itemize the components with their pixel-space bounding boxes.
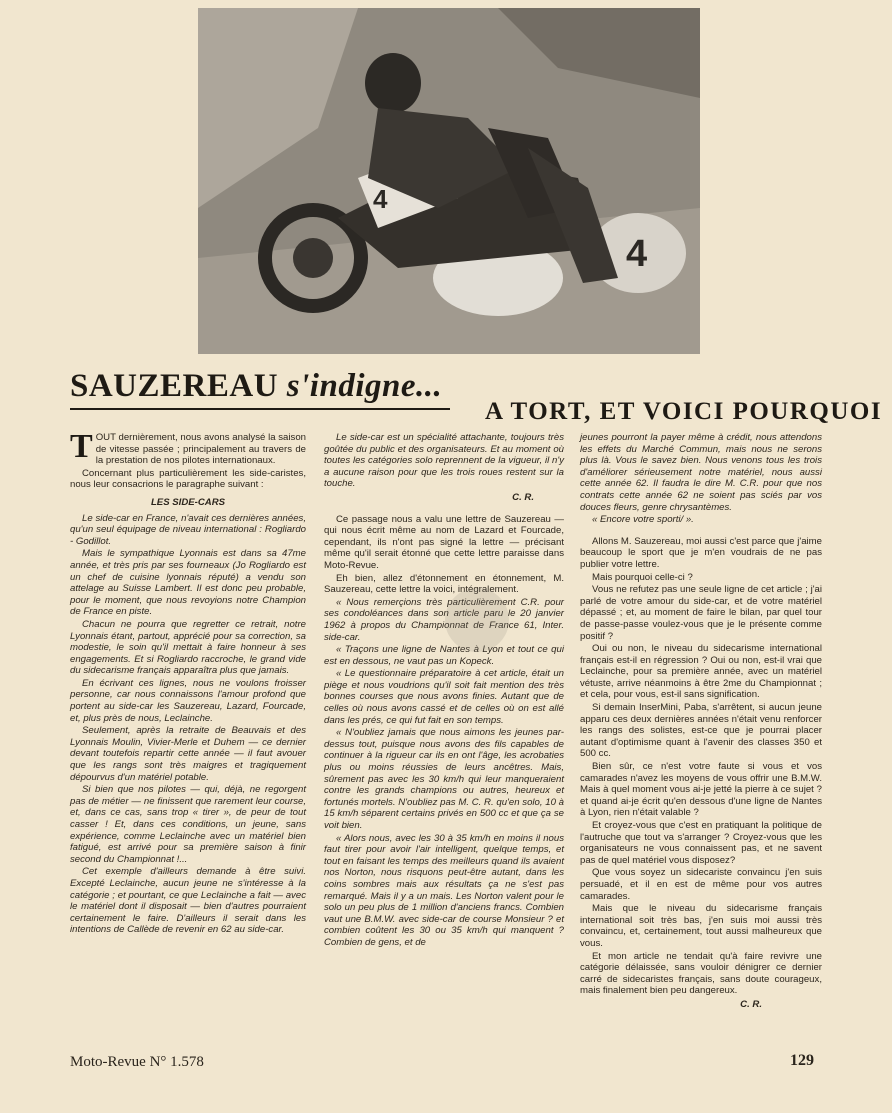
author-signature: C. R. [740, 998, 762, 1010]
reply-paragraph: Bien sûr, ce n'est votre faute si vous et vos camarades n'avez les moyens de vous offrir une B.M.W. Mais à quel moment vous ai-je jetté la pierre à ce sujet ? et quand ai-je écrit qu'en dessous d'une ligne de Nantes à Lyon, rien n'était valable ? [580, 761, 822, 819]
reply-paragraph: Et mon article ne tendait qu'à faire revivre une catégorie délaissée, sans vouloir dénigrer ce dernier carré de sidecaristes français, sans doute courageux, mais finalement bien peu dangereux. [580, 950, 822, 997]
reply-paragraph: Allons M. Sauzereau, moi aussi c'est parce que j'aime beaucoup le sport que je m'en voudrais de ne pas publier votre lettre. [580, 535, 822, 570]
body-paragraph: Ce passage nous a valu une lettre de Sauzereau — qui nous écrit même au nom de Lazard et Fourcade, cependant, ils n'ont pas signé la lettre — précisant même qu'il serait étonné que cette lettre paraisse dans Moto-Revue. [324, 513, 564, 571]
reply-paragraph: Que vous soyez un sidecariste convaincu j'en suis persuadé, et il en est de même pour vos autres camarades. [580, 867, 822, 902]
section-heading: LES SIDE-CARS [150, 496, 226, 508]
article-column-1 [70, 428, 306, 937]
letter-paragraph: « Le questionnaire préparatoire à cet article, était un piège et nous voudrions qu'il soit fait mention des très bonnes courses que nous avons finies. Autant que de celles où nous avons cassé et de celles où on est allé dans les prés, ce qui fut fait en son temps. [324, 668, 564, 726]
sidecar-race-photo [198, 8, 700, 354]
quoted-paragraph: Si bien que nos pilotes — qui, déjà, ne regorgent pas de métier — ne finissent que rarement leur course, et, dans ce cas, sans trop « tirer », de peur de tout casser ! Et, dans ces conditions, un jeune, sans expérience, comme Leclainche avec un matériel bien fatigué, est arrivé pour sa première saison à finir second du Championnat !... [70, 784, 306, 865]
letter-paragraph: « N'oubliez jamais que nous aimons les jeunes par-dessus tout, puisque nous avons des fils capables de continuer à la rigueur car ils en ont l'âge, les acrobaties plus ou moins réussies de leurs ancêtres. Mais, sûrement pas avec les 30 km/h qui leur manqueraient contre les grands champions ou autres, heureux et fortunés mortels. N'oubliez pas M. C. R. qu'en solo, 10 à 15 km/h séparent certains privés en 500 cc et que ça se voit bien. [324, 727, 564, 831]
reply-paragraph: Mais pourquoi celle-ci ? [592, 571, 693, 583]
author-signature: C. R. [512, 491, 534, 503]
quoted-paragraph: Cet exemple d'ailleurs demande à être suivi. Excepté Leclainche, aucun jeune ne s'intéresse à la catégorie ; et pourtant, ce que Leclainche a fait — avec le matériel dont il disposait — bien d'autres pourraient certainement le faire. D'ailleurs il serait dans les intentions de Callède de revenir en 62 au side-car. [70, 866, 306, 936]
article-column-2 [324, 432, 564, 950]
quoted-paragraph: Mais le sympathique Lyonnais est dans sa 47me année, et très pris par ses fourneaux (Jo Rogliardo est un chef de cuisine lyonnais réputé) a vendu son attelage au Suisse Lambert. Il est donc peu probable, pour le moment, que nous revoyions notre Champion de France en piste. [70, 548, 306, 618]
intro-paragraph: Concernant plus particulièrement les side-caristes, nous leur consacrions le paragraphe suivant : [70, 467, 306, 491]
svg-text:4: 4 [373, 184, 388, 214]
reply-paragraph: Si demain InserMini, Paba, s'arrêtent, si aucun jeune apparu ces deux dernières années n'était venu renforcer les rangs des solistes, est-ce que je pourrai placer autant d'optimisme quant à l'avenir des classes 350 et 500 cc. [580, 702, 822, 760]
letter-paragraph: jeunes pourront la payer même à crédit, nous attendons les effets du Marché Commun, mais nous ne serons plus là. Vous le savez bien. Nous venons tous les trois d'améliorer sérieusement notre matériel, nous aussi cette année 62. Il faudra le dire M. C.R. pour que nos contrats cette année 62 ne soient pas sciés par vos douces fleurs, genre chrysantèmes. [580, 432, 822, 513]
headline-verb: s'indigne... [286, 368, 443, 404]
letter-closing: « Encore votre sporti/ ». [592, 514, 694, 526]
reply-paragraph: Vous ne refutez pas une seule ligne de cet article ; j'ai parlé de votre amour du side-car, et de votre matériel dépassé ; et, au moment de faire le bilan, par quel tour de passe-passe voulez-vous que je le présente comme positif ? [580, 584, 822, 642]
subheadline: A TORT, ET VOICI POURQUOI [485, 398, 883, 425]
quoted-paragraph: Le side-car en France, n'avait ces dernières années, qu'un seul équipage de niveau international : Rogliardo - Godillot. [70, 512, 306, 547]
body-paragraph: Eh bien, allez d'étonnement en étonnement, M. Sauzereau, cette lettre la voici, intégralement. [324, 572, 564, 596]
quoted-paragraph: Chacun ne pourra que regretter ce retrait, notre Lyonnais étant, partout, apprécié pour sa correction, sa modestie, le soin qu'il mettait à faire honneur à ses engagements. Et si Rogliardo raccroche, le grand vide du sidecarisme français apparaîtra plus que jamais. [70, 618, 306, 677]
quoted-paragraph: En écrivant ces lignes, nous ne voulons froisser personne, car nous connaissons l'amour profond que portent au side-car les Sauzereau, Lazard, Fourcade, et, plus près de nous, Leclainche. [70, 677, 306, 724]
svg-text:4: 4 [626, 233, 648, 275]
quoted-paragraph: Le side-car est un spécialité attachante, toujours très goûtée du public et des organisateurs. Et au moment où toutes les catégories solo reprennent de la vigueur, il n'y a aucune raison pour que les trois roues restent sur la touche. [324, 432, 564, 490]
lead-paragraph [70, 428, 306, 467]
page-number: 129 [790, 1052, 814, 1069]
drop-cap: T [70, 428, 93, 465]
library-stamp-mark [445, 588, 509, 652]
magazine-issue-footer: Moto-Revue N° 1.578 [70, 1054, 204, 1070]
reply-paragraph: Oui ou non, le niveau du sidecarisme international français est-il en régression ? Oui ou non, est-il vrai que Leclainche, pour sa première année, avec un matériel vétuste, arrive néanmoins à être 2me du Championnat ; et cela, pour vous, est-il sans signification. [580, 643, 822, 701]
letter-paragraph: « Alors nous, avec les 30 à 35 km/h en moins il nous faut tirer pour avoir l'air intelligent, quelque temps, et tout en faisant les temps des meilleurs quand ils avaient nos Norton, nous risquons peut-être autant, dans les coins sombres mais aux résultats ça ne s'est pas remarqué. Mais il y a un mais. Les Norton valent pour le solo un peu plus de 1 million d'anciens francs. Combien vaut une B.M.W. avec side-car de course Monsieur ? et combien coûtent les 30 ou 35 km/h qui manquent ? Combien de gens, et de [324, 832, 564, 948]
motorcycle-sidecar-illustration [198, 8, 700, 354]
article-column-3 [580, 432, 822, 1021]
reply-paragraph: Mais que le niveau du sidecarisme français international soit très bas, j'en suis moi aussi très convaincu, et, certainement, tout aussi malheureux que vous. [580, 903, 822, 949]
quoted-paragraph: Seulement, après la retraite de Beauvais et des Lyonnais Moulin, Vivier-Merle et Duhem — ce dernier devant toutefois repartir cette année — il faut avouer que les rangs sont très maigres et tragiquement dépourvus d'un matériel potable. [70, 725, 306, 783]
headline [70, 368, 450, 410]
reply-paragraph: Et croyez-vous que c'est en pratiquant la politique de l'autruche que tout va s'arranger ? Croyez-vous que les organisateurs ne vous connaissent pas, et ne savent pas de quel matériel vous disposez? [580, 820, 822, 866]
headline-name: SAUZEREAU [70, 368, 287, 404]
letter-paragraph: « Traçons une ligne de Nantes à Lyon et tout ce qui est en dessous, ne vaut pas un Kopeck. [324, 644, 564, 667]
lead-text: OUT dernièrement, nous avons analysé la saison de vitesse passée ; principalement au travers de la prestation de nos pilotes internationaux. [95, 432, 306, 467]
letter-paragraph: « Nous remerçions très particulièrement C.R. pour ses condoléances dans son article paru le 20 janvier 1962 à propos du Championnat de France 61, Inter. side-car. [324, 596, 564, 643]
